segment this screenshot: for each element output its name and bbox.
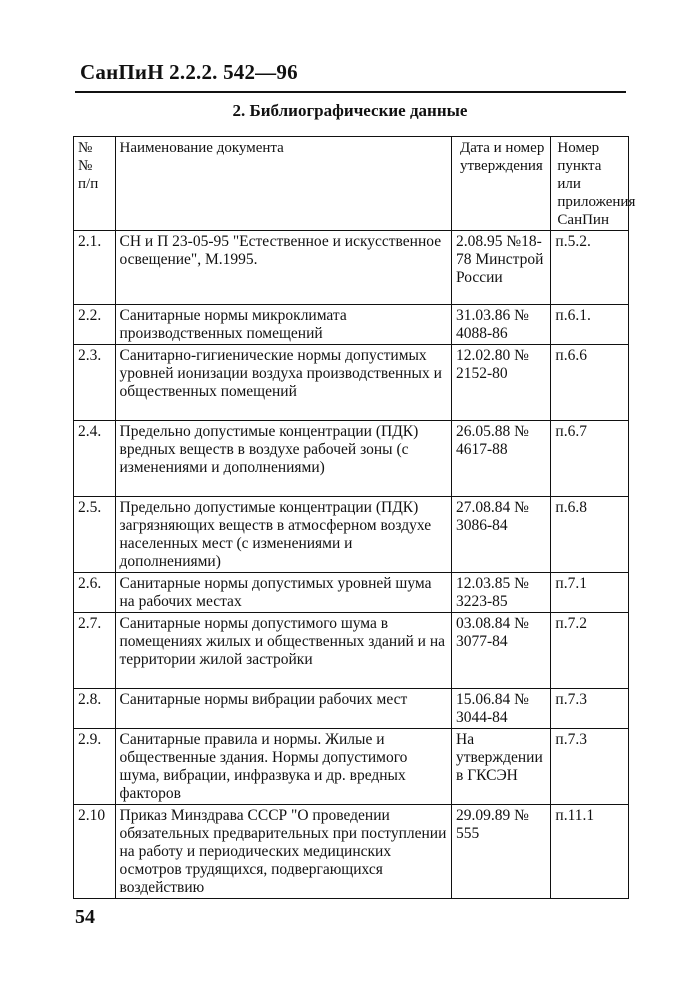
column-header-item: Номер пункта или приложения СанПин (551, 137, 629, 231)
header-rule (75, 91, 626, 93)
item-reference: п.7.3 (551, 689, 629, 729)
approval-date-number: 2.08.95 №18-78 Минстрой России (452, 231, 551, 305)
item-reference: п.7.1 (551, 573, 629, 613)
item-reference: п.7.3 (551, 729, 629, 805)
table-row (74, 689, 629, 729)
approval-date-number: 29.09.89 № 555 (452, 805, 551, 899)
approval-date-number: 27.08.84 № 3086-84 (452, 497, 551, 573)
approval-date-number: 15.06.84 № 3044-84 (452, 689, 551, 729)
column-header-number: № № п/п (74, 137, 116, 231)
row-number: 2.8. (74, 689, 116, 729)
document-name: Санитарные нормы допустимого шума в помещениях жилых и общественных зданий и на территории жилой застройки (115, 613, 451, 689)
document-name: Санитарные нормы вибрации рабочих мест (115, 689, 451, 729)
approval-date-number: 12.02.80 № 2152-80 (452, 345, 551, 421)
table-row (74, 231, 629, 305)
row-number: 2.3. (74, 345, 116, 421)
table-row (74, 613, 629, 689)
approval-date-number: На утверждении в ГКСЭН (452, 729, 551, 805)
item-reference: п.7.2 (551, 613, 629, 689)
item-reference: п.6.1. (551, 305, 629, 345)
column-header-date: Дата и номер утверждения (452, 137, 551, 231)
document-name: Санитарные нормы микроклимата производственных помещений (115, 305, 451, 345)
approval-date-number: 12.03.85 № 3223-85 (452, 573, 551, 613)
table-row (74, 805, 629, 899)
item-reference: п.6.8 (551, 497, 629, 573)
approval-date-number: 03.08.84 № 3077-84 (452, 613, 551, 689)
row-number: 2.7. (74, 613, 116, 689)
document-name: Санитарные правила и нормы. Жилые и общественные здания. Нормы допустимого шума, вибрации, инфразвука и др. вредных факторов (115, 729, 451, 805)
column-header-name: Наименование документа (115, 137, 451, 231)
document-code: СанПиН 2.2.2. 542—96 (80, 60, 298, 84)
row-number: 2.9. (74, 729, 116, 805)
row-number: 2.6. (74, 573, 116, 613)
document-name: Санитарные нормы допустимых уровней шума на рабочих местах (115, 573, 451, 613)
row-number: 2.1. (74, 231, 116, 305)
table-header-row (74, 137, 629, 231)
item-reference: п.11.1 (551, 805, 629, 899)
bibliography-table (73, 136, 636, 899)
approval-date-number: 31.03.86 № 4088-86 (452, 305, 551, 345)
row-number: 2.5. (74, 497, 116, 573)
table-row (74, 497, 629, 573)
item-reference: п.6.7 (551, 421, 629, 497)
document-name: СН и П 23-05-95 "Естественное и искусственное освещение", М.1995. (115, 231, 451, 305)
table-row (74, 573, 629, 613)
section-title: 2. Библиографические данные (232, 101, 468, 120)
table-row (74, 729, 629, 805)
row-number: 2.4. (74, 421, 116, 497)
row-number: 2.10 (74, 805, 116, 899)
table-row (74, 345, 629, 421)
approval-date-number: 26.05.88 № 4617-88 (452, 421, 551, 497)
item-reference: п.5.2. (551, 231, 629, 305)
table-row (74, 421, 629, 497)
document-name: Приказ Минздрава СССР "О проведении обязательных предварительных при поступлении на работу и периодических медицинских осмотров трудящихся, подвергающихся воздействию (115, 805, 451, 899)
row-number: 2.2. (74, 305, 116, 345)
table-body (74, 231, 629, 899)
document-name: Предельно допустимые концентрации (ПДК) загрязняющих веществ в атмосферном воздухе населенных мест (с изменениями и дополнениями) (115, 497, 451, 573)
item-reference: п.6.6 (551, 345, 629, 421)
document-name: Предельно допустимые концентрации (ПДК) вредных веществ в воздухе рабочей зоны (с изменениями и дополнениями) (115, 421, 451, 497)
table-row (74, 305, 629, 345)
document-name: Санитарно-гигиенические нормы допустимых уровней ионизации воздуха производственных и общественных помещений (115, 345, 451, 421)
page-number: 54 (75, 906, 95, 928)
